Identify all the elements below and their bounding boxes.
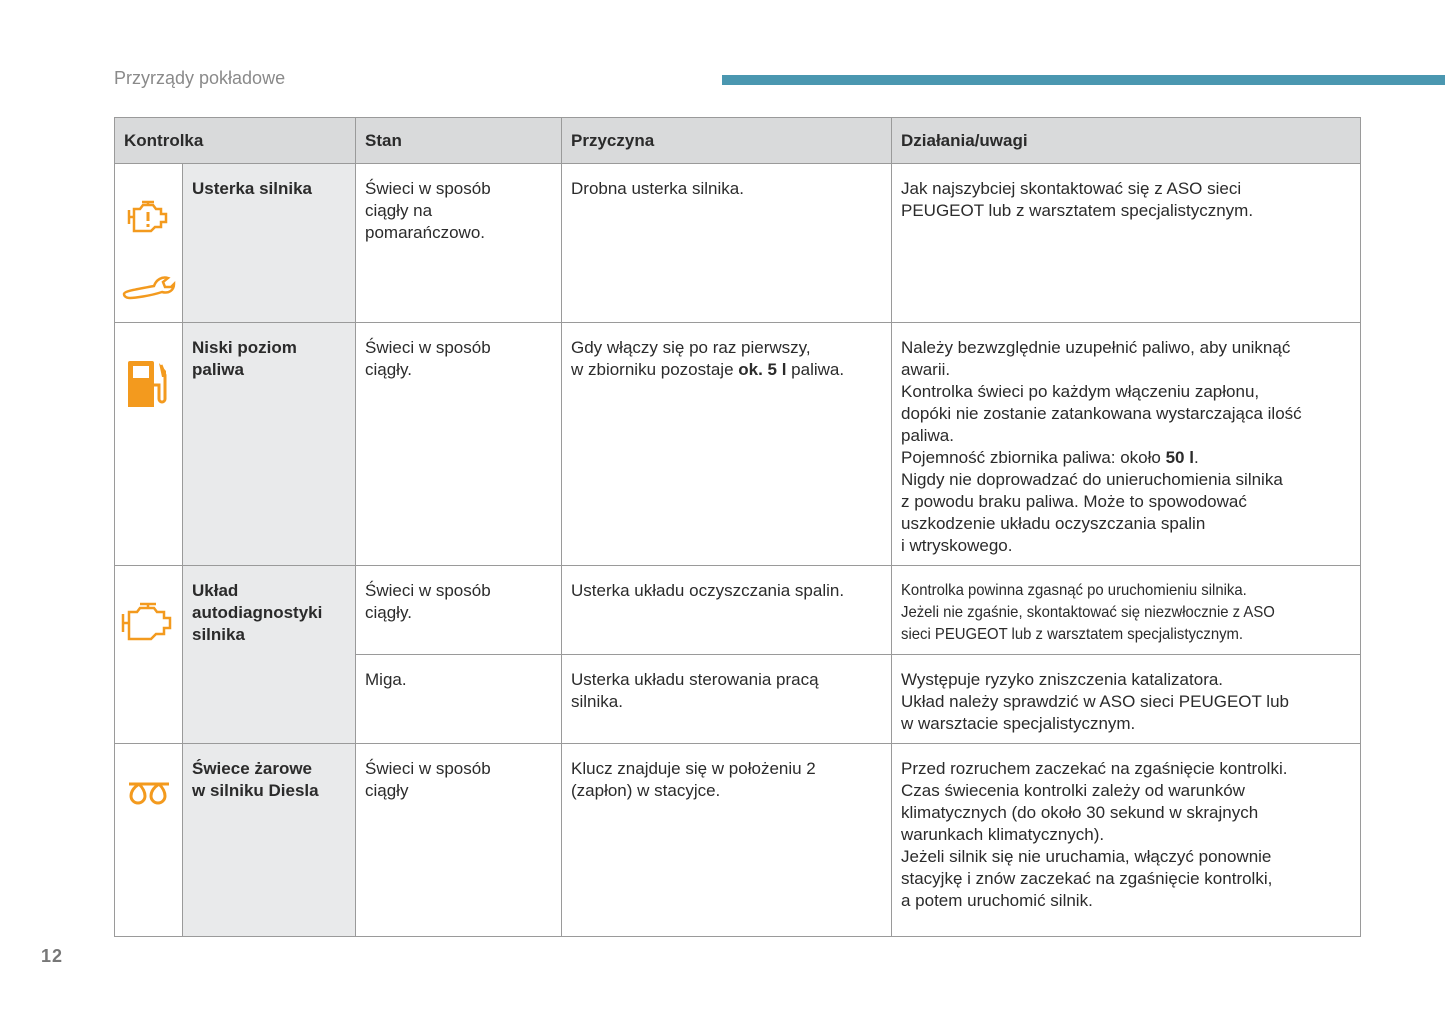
dzialania-cell: Jak najszybciej skontaktować się z ASO sieci PEUGEOT lub z warsztatem specjalistycznym.: [892, 164, 1361, 323]
stan-cell: Świeci w sposób ciągły na pomarańczowo.: [356, 164, 562, 323]
bold-text: 50 l: [1165, 448, 1194, 467]
column-header-kontrolka: Kontrolka: [115, 118, 356, 164]
przyczyna-cell: [562, 323, 892, 566]
row-label: Usterka silnika: [183, 164, 356, 323]
przyczyna-cell: Usterka układu sterowania pracą silnika.: [562, 655, 892, 744]
dzialania-cell: Przed rozruchem zaczekać na zgaśnięcie kontrolki. Czas świecenia kontrolki zależy od warunków klimatycznych (do około 30 sekund w skrajnych warunkach klimatycznych). Jeżeli silnik się nie uruchamia, włączyć ponownie stacyjkę i znów zaczekać na zgaśnięcie kontrolki, a potem uruchomić silnik.: [892, 744, 1361, 937]
table-row: [115, 566, 1361, 655]
fuel-pump-icon: [126, 359, 172, 409]
table-row: [115, 164, 1361, 323]
stan-cell: Miga.: [356, 655, 562, 744]
engine-fault-icon: [125, 200, 173, 236]
dzialania-cell: Występuje ryzyko zniszczenia katalizatora. Układ należy sprawdzić w ASO sieci PEUGEOT lub w warsztacie specjalistycznym.: [892, 655, 1361, 744]
row-label: Świece żarowe w silniku Diesla: [183, 744, 356, 937]
row-label: Układ autodiagnostyki silnika: [183, 566, 356, 744]
accent-bar: [722, 75, 1445, 85]
column-header-dzialania: Działania/uwagi: [892, 118, 1361, 164]
przyczyna-cell: Usterka układu oczyszczania spalin.: [562, 566, 892, 655]
engine-diagnostics-icon: [120, 602, 178, 644]
section-title: Przyrządy pokładowe: [114, 68, 286, 88]
stan-cell: Świeci w sposób ciągły.: [356, 566, 562, 655]
column-header-stan: Stan: [356, 118, 562, 164]
dzialania-cell: [892, 566, 1361, 655]
przyczyna-cell: Klucz znajduje się w położeniu 2 (zapłon) w stacyjce.: [562, 744, 892, 937]
text: Należy bezwzględnie uzupełnić paliwo, aby uniknąć awarii. Kontrolka świeci po każdym włączeniu zapłonu, dopóki nie zostanie zatankowana wystarczająca ilość paliwa. Pojemność zbiornika paliwa: około: [901, 338, 1302, 467]
column-header-przyczyna: Przyczyna: [562, 118, 892, 164]
text: paliwa.: [786, 360, 845, 379]
text: . Nigdy nie doprowadzać do unieruchomienia silnika z powodu braku paliwa. Może to spowodować uszkodzenie układu oczyszczania spalin i wtryskowego.: [901, 448, 1283, 555]
icon-cell: [115, 566, 183, 744]
stan-cell: Świeci w sposób ciągły.: [356, 323, 562, 566]
icon-cell: [115, 744, 183, 937]
icon-cell: [115, 323, 183, 566]
bold-text: ok. 5 l: [738, 360, 787, 379]
text: Gdy włączy się po raz pierwszy, w zbiorniku pozostaje: [571, 338, 811, 379]
table-row: [115, 744, 1361, 937]
row-label: Niski poziom paliwa: [183, 323, 356, 566]
table-header-row: [115, 118, 1361, 164]
stan-cell: Świeci w sposób ciągły: [356, 744, 562, 937]
przyczyna-cell: Drobna usterka silnika.: [562, 164, 892, 323]
page-number: 12: [41, 946, 64, 966]
icon-cell: [115, 164, 183, 323]
warning-lights-table: [114, 117, 1361, 937]
text: Kontrolka powinna zgasnąć po uruchomieniu silnika. Jeżeli nie zgaśnie, skontaktować się niezwłocznie z ASO sieci PEUGEOT lub z warsztatem specjalistycznym.: [901, 582, 1275, 643]
table-row: [115, 323, 1361, 566]
glow-plug-icon: [127, 780, 171, 808]
wrench-icon: [122, 272, 176, 300]
dzialania-cell: [892, 323, 1361, 566]
